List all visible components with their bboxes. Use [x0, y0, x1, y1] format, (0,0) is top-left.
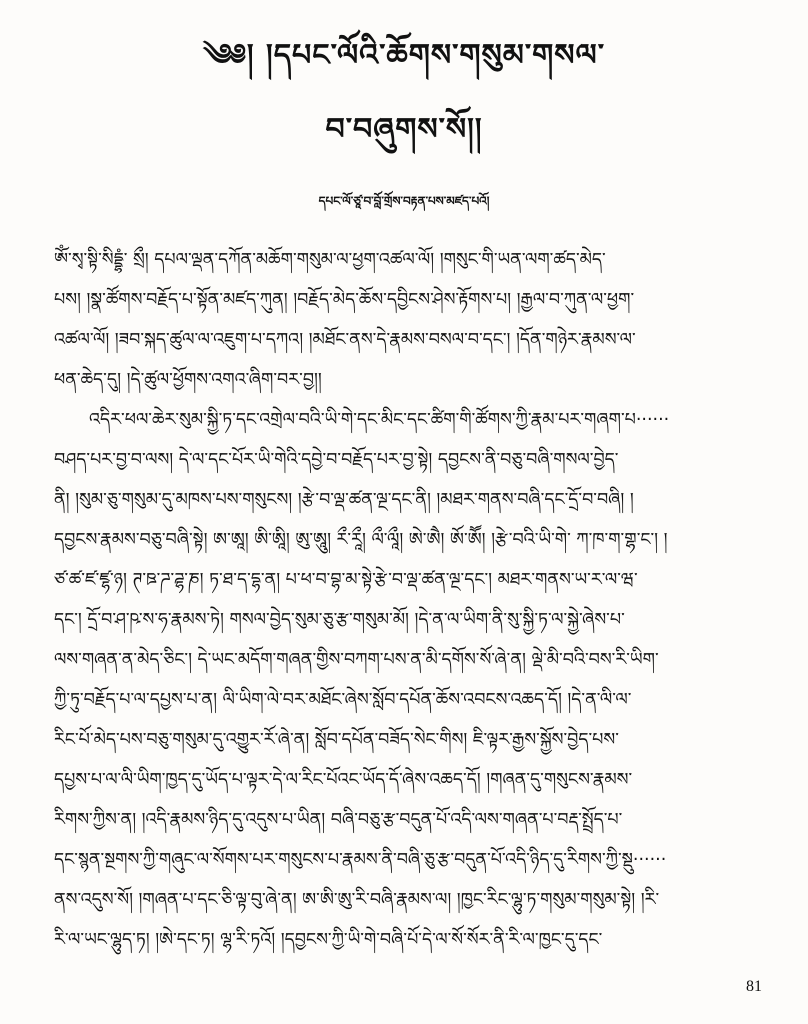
body-line: འཚལ་ལོ། །ཟབ་སྐད་ཚུལ་ལ་འཇུག་པ་དཀའ། །མཐོང་ནས་དེ་རྣམས་བསལ་བ་དང་། །དོན་གཉེར་རྣམས་ལ་	[54, 330, 636, 350]
body-line: ལས་གཞན་ན་མེད་ཅིང་། དེ་ཡང་མདོག་གཞན་གྱིས་བཀག་པས་ན་མི་དགོས་སོ་ཞེ་ན། ལྡེ་མི་བའི་བས་རི་ཡིག་	[54, 650, 659, 670]
body-line: ཙ་ཚ་ཛ་ཛྷ་ཉ། ཊ་ཋ་ཌ་ཌྷ་ཎ། ཏ་ཐ་ད་དྷ་ན། པ་ཕ་བ་བྷ་མ་སྟེ་རྩེ་བ་ལྡ་ཚན་ལྔ་དང་། མཐར་གནས་ཡ་ར་ལ་ཝ་	[54, 570, 638, 590]
body-line: འདིར་ཕལ་ཆེར་སུམ་སྐྱི་ཏ་དང་འགྲེལ་བའི་ཡི་གེ་དང་མིང་དང་ཚིག་གི་ཚོགས་ཀྱི་རྣམ་པར་གཞག་པ······	[54, 410, 670, 430]
body-line: རི་ལ་ཡང་ལྷུད་ཏ། །ཨེ་དང་ཏ། ལྷ་རི་ཏའོ། །དབྱངས་ཀྱི་ཡི་གེ་བཞི་པོ་དེ་ལ་སོ་སོར་ནི་རི་ལ་ཁྱང་དུ་དང་	[54, 930, 603, 950]
document-title-line-1: ༄༅། །དཔང་ལོའི་ཆོགས་གསུམ་གསལ་	[202, 38, 605, 73]
document-title-line-2: བ་བཞུགས་སོ།།	[325, 112, 483, 147]
body-line: དང་། དྲོ་བ་ཤ་ཥ་ས་ཧ་རྣམས་ཏེ། གསལ་བྱེད་སུམ་ཅུ་རྩ་གསུམ་མོ། །དེ་ན་ལ་ཡིག་ནི་སུ་སྐྱི་ཏ་ལ་སྐྱེ་ཞེས་པ་	[54, 610, 625, 630]
body-line: དང་སྙན་སྔགས་ཀྱི་གཞུང་ལ་སོགས་པར་གསུངས་པ་རྣམས་ནི་བཞི་ཅུ་རྩ་བདུན་པོ་འདི་ཉིད་དུ་རིགས་ཀྱི་སྡུ······	[54, 850, 667, 870]
page-number: 81	[746, 978, 762, 995]
body-line: རིང་པོ་མེད་པས་བཅུ་གསུམ་དུ་འགྱུར་རོ་ཞེ་ན། སློབ་དཔོན་བཟོད་སེང་གིས། ཇི་ལྟར་རྒྱས་སྐྱོས་བྱེད་པས་	[54, 730, 619, 750]
body-line: རིགས་ཀྱིས་ན། །འདི་རྣམས་ཉིད་དུ་འདུས་པ་ཡིན། བཞི་བཅུ་རྩ་བདུན་པོ་འདི་ལས་གཞན་པ་བརྡ་སྤྲོད་པ་	[54, 810, 623, 830]
body-line: ཨོཾ་སྭ་སྟི་སིདྡྷཾ་ སྲྀ། དཔལ་ལྡན་དཀོན་མཆོག་གསུམ་ལ་ཕྱག་འཚལ་ལོ། །གསུང་གི་ཡན་ལག་ཚད་མེད་	[54, 250, 606, 270]
document-subtitle: དཔང་ལོ་ཙཱ་བ་བློ་གྲོས་བརྟན་པས་མཛད་པའོ།	[318, 194, 490, 208]
body-line: ཕན་ཆེད་དུ། །དེ་ཚུལ་ཕྱོགས་འགའ་ཞིག་བར་བྱ།།	[54, 370, 322, 390]
body-line: བཤད་པར་བྱ་བ་ལས། དེ་ལ་དང་པོར་ཡི་གེའི་དབྱེ་བ་བརྗོད་པར་བྱ་སྟེ། དབྱངས་ནི་བཅུ་བཞི་གསལ་བྱེད་	[54, 450, 619, 470]
body-line: པས། །སྣ་ཚོགས་བརྗོད་པ་སྟོན་མཛད་ཀུན། །བརྗོད་མེད་ཆོས་དབྱིངས་ཤེས་རྟོགས་པ། །རྒྱལ་བ་ཀུན་ལ་ཕྱག་	[54, 290, 635, 310]
body-line: དཔྱས་པ་ལ་ལི་ཡིག་ཁྱད་དུ་ཡོད་པ་ལྟར་དེ་ལ་རིང་པོའང་ཡོད་དོ་ཞེས་འཆད་དོ། །གཞན་དུ་གསུངས་རྣམས་	[54, 770, 633, 790]
body-line: ནས་འདུས་སོ། །གཞན་པ་དང་ཅི་ལྟ་བུ་ཞེ་ན། ཨ་ཨི་ཨུ་རི་བཞི་རྣམས་ལ། །ཁྱང་རིང་ལྷུ་ཏ་གསུམ་གསུམ་སྟེ། །རི་	[54, 890, 660, 910]
body-line: ནི། །སུམ་ཅུ་གསུམ་དུ་མཁས་པས་གསུངས། །རྩེ་བ་ལྡ་ཚན་ལྔ་དང་ནི། །མཐར་གནས་བཞི་དང་དྲོ་བ་བཞི། །	[54, 490, 634, 510]
body-line: ཀྱི་ཏུ་བརྗོད་པ་ལ་དཔྱས་པ་ན། ལི་ཡིག་ལེ་བར་མཐོང་ཞེས་སློབ་དཔོན་ཆོས་འབངས་འཆད་དོ། །དེ་ན་ལི་ལ་	[54, 690, 632, 710]
body-line: དབྱངས་རྣམས་བཅུ་བཞི་སྟེ། ཨ་ཨཱ། ཨི་ཨཱི། ཨུ་ཨཱུ། རྀ་རཱྀ། ལྀ་ལཱྀ། ཨེ་ཨཻ། ཨོ་ཨཽ། །རྩེ་བའི་ཡི་གེ་ ཀ་ཁ་ག་གྷ་ང་། །	[54, 530, 668, 550]
